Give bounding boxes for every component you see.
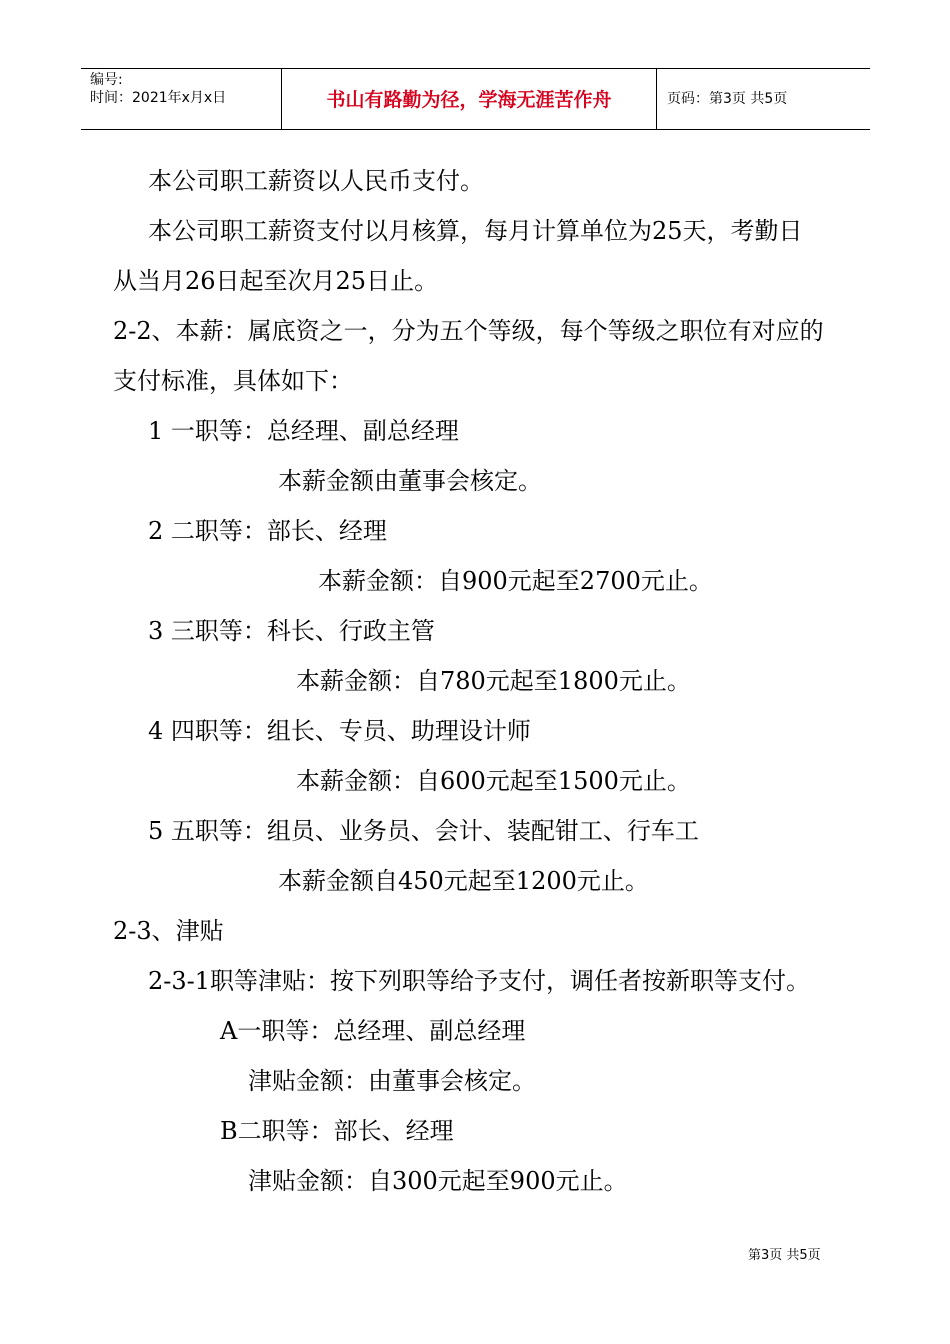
header-info-cell <box>81 69 281 129</box>
grade-item: 3 三职等：科长、行政主管 <box>148 617 435 645</box>
document-header <box>81 68 870 130</box>
document-number-label: 编号: <box>90 72 123 88</box>
body-paragraph: 本公司职工薪资以人民币支付。 <box>148 167 484 195</box>
footer-page-number: 第3页 共5页 <box>748 1248 821 1263</box>
grade-salary: 本薪金额：自780元起至1800元止。 <box>296 667 691 695</box>
grade-salary: 本薪金额：自600元起至1500元止。 <box>296 767 691 795</box>
allowance-amount: 津贴金额：自300元起至900元止。 <box>248 1167 628 1195</box>
allowance-grade-item: A一职等：总经理、副总经理 <box>220 1017 526 1045</box>
subsection-heading: 2-3-1职等津贴：按下列职等给予支付，调任者按新职等支付。 <box>148 967 811 995</box>
header-page-cell <box>656 69 870 129</box>
allowance-grade-item: B二职等：部长、经理 <box>220 1117 454 1145</box>
grade-salary: 本薪金额自450元起至1200元止。 <box>278 867 649 895</box>
grade-item: 5 五职等：组员、业务员、会计、装配钳工、行车工 <box>148 817 699 845</box>
grade-item: 2 二职等：部长、经理 <box>148 517 387 545</box>
section-heading: 2-2、本薪：属底资之一，分为五个等级，每个等级之职位有对应的 <box>113 317 824 345</box>
allowance-amount: 津贴金额：由董事会核定。 <box>248 1067 536 1095</box>
header-motto-cell <box>281 69 657 129</box>
header-page-number: 页码：第3页 共5页 <box>667 91 788 107</box>
header-motto: 书山有路勤为径，学海无涯苦作舟 <box>326 89 612 111</box>
grade-salary: 本薪金额由董事会核定。 <box>278 467 542 495</box>
grade-salary: 本薪金额：自900元起至2700元止。 <box>318 567 713 595</box>
body-paragraph: 本公司职工薪资支付以月核算，每月计算单位为25天，考勤日 <box>148 217 803 245</box>
body-paragraph: 从当月26日起至次月25日止。 <box>113 267 439 295</box>
body-paragraph: 支付标准，具体如下： <box>113 367 353 395</box>
grade-item: 1 一职等：总经理、副总经理 <box>148 417 459 445</box>
grade-item: 4 四职等：组长、专员、助理设计师 <box>148 717 531 745</box>
document-date-label: 时间：2021年x月x日 <box>90 90 227 106</box>
section-heading: 2-3、津贴 <box>113 917 224 945</box>
